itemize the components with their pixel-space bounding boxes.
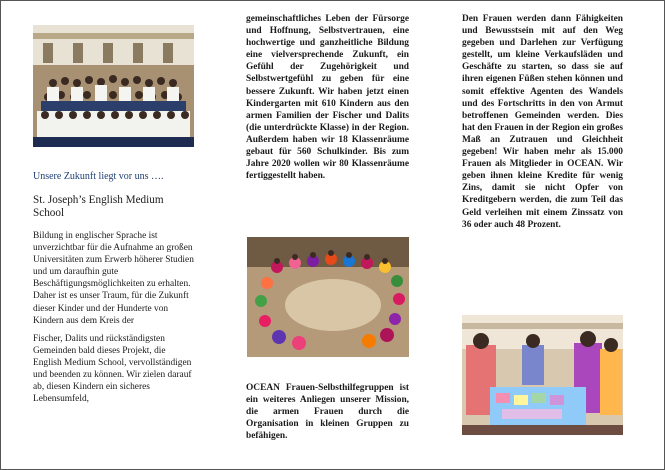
section-subheading: Unsere Zukunft liegt vor uns …. — [33, 171, 164, 182]
ocean-paragraph: OCEAN Frauen-Selbsthilfegruppen ist ein weiteres Anliegen unserer Mission, die armen Frauen durch die Organisation in kleinen Gruppen zu befähigen. — [246, 383, 409, 442]
school-paragraph-1: Bildung in englischer Sprache ist unverzichtbar für die Aufnahme an großen Universitäten zum Erwerb höherer Studien und um daraufhin gute Beschäftigungsmöglichkeiten zu erhalten. Daher ist es unser Traum, für die Zukunft dieser Kinder und der Hunderte von Kindern aus dem Kreis der — [33, 231, 194, 326]
school-heading: St. Joseph’s English Medium School — [33, 194, 164, 219]
school-text — [33, 230, 195, 411]
women-market-photo — [462, 315, 623, 435]
school-paragraph-2: Fischer, Dalits und rückständigsten Gemeinden bald dieses Projekt, die English Medium School, vervollständigen und beenden zu können. Wir zielen darauf ab, diesen Kindern ein sicheres Lebensumfeld, — [33, 333, 192, 405]
school-continued-paragraph: gemeinschaftliches Leben der Fürsorge und Hoffnung, Selbstvertrauen, eine hochwertige und ganzheitliche Bildung eine vielversprechende Zukunft, ein Gefühl der Zugehörigkeit und Selbstwertgefühl zu geben für eine bessere Zukunft. Wir haben jetzt einen Kindergarten mit 610 Kindern aus den armen Familien der Fischer und Dalits (die unterdrückte Klasse) in der Region. Außerdem haben wir 18 Klassenräume gebaut für 560 Schulkinder. Bis zum Jahre 2020 wollen wir 80 Klassenräume fertiggestellt haben. — [246, 14, 409, 182]
women-empowerment-paragraph: Den Frauen werden dann Fähigkeiten und Bewusstsein mit auf den Weg gegeben und Darlehen zur Verfügung gestellt, um kleine Verkaufsläden und Geschäfte zu starten, so dass sie auf ihren eigenen Füßen stehen können und somit effektive Agenten des Wandels und des Fortschritts in den von Armut betroffenen Gemeinden werden. Dies hat den Frauen in der Region ein großes Maß an Zutrauen und Gleichheit gegeben! Wir haben mehr als 15.000 Frauen als Mitglieder in OCEAN. Wir geben ihnen kleine Kredite für wenig Zins, damit sie nicht Opfer von Kreditgebern werden, die zum Teil das Geld verleihen mit einem Zinssatz von 36 oder auch 48 Prozent. — [462, 14, 623, 230]
school-children-photo — [33, 25, 194, 147]
women-group-photo — [247, 237, 409, 357]
